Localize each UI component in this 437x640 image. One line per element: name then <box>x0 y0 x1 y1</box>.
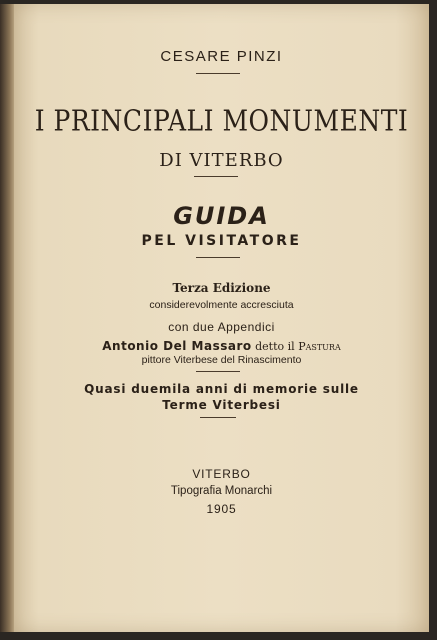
appendix-two-line1: Quasi duemila anni di memorie sulle <box>84 382 359 396</box>
appendix-one-heading <box>14 339 429 353</box>
divider-rule <box>196 257 240 258</box>
appendix-one-description: pittore Viterbese del Rinascimento <box>141 354 302 366</box>
main-title-line2: DI VITERBO <box>159 150 284 171</box>
author-name: CESARE PINZI <box>160 48 283 65</box>
divider-rule <box>196 371 240 372</box>
guide-title: GUIDA <box>173 202 270 230</box>
edition-label: Terza Edizione <box>172 281 271 295</box>
imprint-year: 1905 <box>206 502 237 516</box>
appendix-painter-name: Antonio Del Massaro <box>102 339 252 353</box>
appendix-two-line2: Terme Viterbesi <box>162 398 281 412</box>
title-page <box>14 4 429 632</box>
divider-rule <box>200 417 236 418</box>
main-title-line1: I PRINCIPALI MONUMENTI <box>34 103 409 138</box>
appendices-intro: con due Appendici <box>168 320 275 334</box>
divider-rule <box>196 73 240 74</box>
appendix-detto: detto il <box>255 340 295 353</box>
imprint-printer: Tipografia Monarchi <box>170 485 273 497</box>
divider-rule <box>194 176 238 177</box>
appendix-painter-nickname: Pastura <box>298 340 341 353</box>
imprint-city: VITERBO <box>192 467 251 481</box>
guide-subtitle: PEL VISITATORE <box>141 233 302 249</box>
edition-note: considerevolmente accresciuta <box>149 299 294 311</box>
